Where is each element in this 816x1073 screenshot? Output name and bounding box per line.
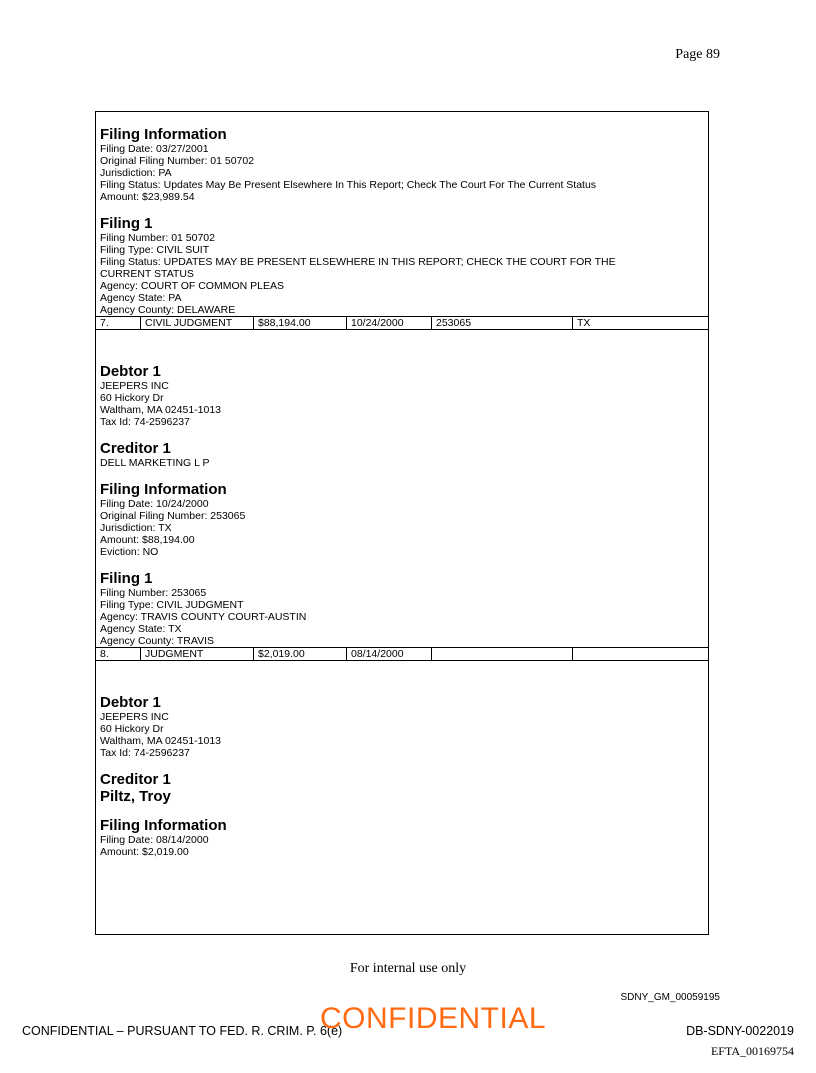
debtor-heading: Debtor 1 [100, 363, 161, 380]
record-row-8 [96, 647, 708, 661]
bates-number-sdny-gm: SDNY_GM_00059195 [620, 992, 720, 1003]
amount: Amount: $23,989.54 [100, 191, 195, 203]
debtor-tax-id: Tax Id: 74-2596237 [100, 747, 190, 759]
row-state: TX [572, 317, 708, 329]
amount: Amount: $2,019.00 [100, 846, 189, 858]
filing-block-a [96, 112, 708, 316]
row-type: CIVIL JUDGMENT [140, 317, 253, 329]
creditor-heading: Creditor 1 [100, 771, 171, 788]
row-filing-number: 253065 [431, 317, 572, 329]
filing-status-line1: Filing Status: UPDATES MAY BE PRESENT ELSEWHERE IN THIS REPORT; CHECK THE COURT FOR THE [100, 256, 616, 268]
filing-status-line2: CURRENT STATUS [100, 268, 194, 280]
row-date: 10/24/2000 [346, 317, 431, 329]
filing1-heading: Filing 1 [100, 570, 153, 587]
debtor-address-line2: Waltham, MA 02451-1013 [100, 404, 222, 416]
record-row-7 [96, 316, 708, 330]
original-filing-number: Original Filing Number: 01 50702 [100, 155, 255, 167]
filing-date: Filing Date: 10/24/2000 [100, 498, 209, 510]
row-amount: $88,194.00 [253, 317, 346, 329]
filing-number: Filing Number: 01 50702 [100, 232, 215, 244]
agency-state: Agency State: PA [100, 292, 182, 304]
filing-date: Filing Date: 03/27/2001 [100, 143, 209, 155]
row-date: 08/14/2000 [346, 648, 431, 660]
row-state [572, 648, 708, 660]
agency: Agency: TRAVIS COUNTY COURT-AUSTIN [100, 611, 307, 623]
filing-date: Filing Date: 08/14/2000 [100, 834, 209, 846]
filing-block-b [96, 330, 708, 647]
debtor-tax-id: Tax Id: 74-2596237 [100, 416, 190, 428]
jurisdiction: Jurisdiction: TX [100, 522, 172, 534]
filing-block-c [96, 661, 708, 858]
filing-info-heading: Filing Information [100, 126, 227, 143]
internal-use-note: For internal use only [349, 961, 467, 976]
eviction: Eviction: NO [100, 546, 159, 558]
confidential-notice: CONFIDENTIAL – PURSUANT TO FED. R. CRIM. P. 6(e) [22, 1024, 343, 1038]
filing-number: Filing Number: 253065 [100, 587, 207, 599]
agency-county: Agency County: DELAWARE [100, 304, 236, 316]
debtor-name: JEEPERS INC [100, 711, 169, 723]
debtor-address-line2: Waltham, MA 02451-1013 [100, 735, 222, 747]
filing-info-heading: Filing Information [100, 481, 227, 498]
filing1-heading: Filing 1 [100, 215, 153, 232]
row-amount: $2,019.00 [253, 648, 346, 660]
debtor-heading: Debtor 1 [100, 694, 161, 711]
agency: Agency: COURT OF COMMON PLEAS [100, 280, 284, 292]
debtor-address-line1: 60 Hickory Dr [100, 723, 164, 735]
row-index: 7. [100, 317, 109, 329]
debtor-name: JEEPERS INC [100, 380, 169, 392]
jurisdiction: Jurisdiction: PA [100, 167, 172, 179]
confidential-stamp: CONFIDENTIAL [320, 1002, 547, 1035]
amount: Amount: $88,194.00 [100, 534, 195, 546]
bates-number-db-sdny: DB-SDNY-0022019 [686, 1024, 794, 1038]
filing-info-heading: Filing Information [100, 817, 227, 834]
filing-status: Filing Status: Updates May Be Present Elsewhere In This Report; Check The Court For The Current Status [100, 179, 597, 191]
efta-number: EFTA_00169754 [710, 1044, 794, 1058]
agency-county: Agency County: TRAVIS [100, 635, 214, 647]
filing-type: Filing Type: CIVIL SUIT [100, 244, 210, 256]
report-frame [95, 111, 709, 935]
page-number: Page 89 [675, 47, 720, 62]
row-type: JUDGMENT [140, 648, 253, 660]
row-filing-number [431, 648, 572, 660]
creditor-heading: Creditor 1 [100, 440, 171, 457]
original-filing-number: Original Filing Number: 253065 [100, 510, 246, 522]
creditor-name: DELL MARKETING L P [100, 457, 210, 469]
creditor-name: Piltz, Troy [100, 788, 171, 805]
filing-type: Filing Type: CIVIL JUDGMENT [100, 599, 244, 611]
row-index: 8. [100, 648, 109, 660]
agency-state: Agency State: TX [100, 623, 182, 635]
debtor-address-line1: 60 Hickory Dr [100, 392, 164, 404]
